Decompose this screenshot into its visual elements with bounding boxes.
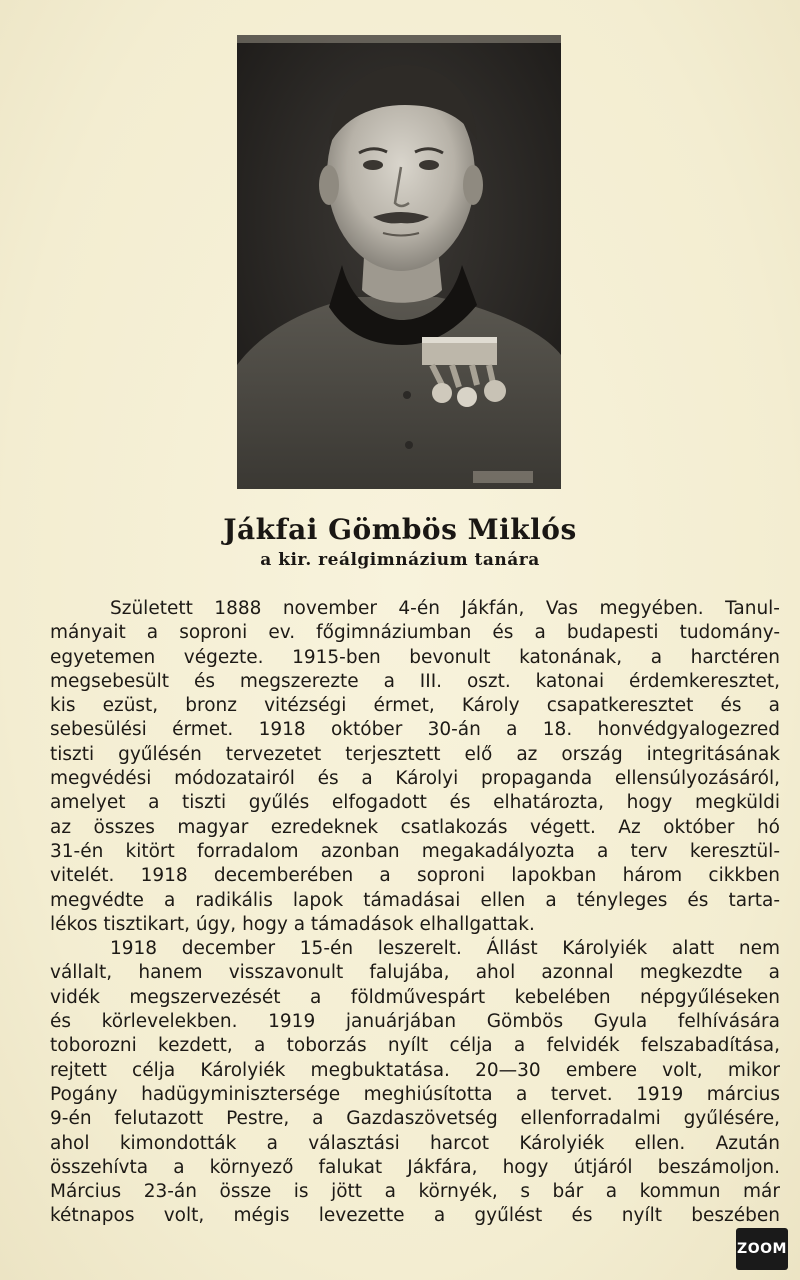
text-line: egyetemen végezte. 1915-ben bevonult katonának, a harctéren	[50, 646, 780, 668]
text-line: vidék megszervezését a földművespárt kebelében népgyűléseken	[50, 986, 780, 1008]
text-line: megvédési módozatairól és a Károlyi propaganda ellensúlyozásáról,	[50, 768, 780, 790]
person-name: Jákfai Gömbös Miklós	[223, 513, 577, 546]
zoom-logo: ZOOM	[736, 1228, 788, 1270]
text-line: kétnapos volt, mégis levezette a gyűlést és nyílt beszében	[50, 1205, 780, 1227]
text-line: sebesülési érmet. 1918 október 30-án a 18. honvédgyalogezred	[50, 719, 780, 741]
text-line: kis ezüst, bronz vitézségi érmet, Károly csapatkeresztet és a	[50, 695, 780, 717]
text-line: összehívta a környező falukat Jákfára, hogy útjáról beszámoljon.	[50, 1156, 780, 1178]
text-line: az összes magyar ezredeknek csatlakozás végett. Az október hó	[50, 816, 780, 838]
text-line: mányait a soproni ev. főgimnáziumban és a budapesti tudomány-	[50, 622, 780, 644]
text-line: amelyet a tiszti gyűlés elfogadott és elhatározta, hogy megküldi	[50, 792, 780, 814]
text-line: tiszti gyűlésén tervezetet terjesztett elő az ország integritásának	[50, 743, 780, 765]
text-line: ahol kimondották a választási harcot Károlyiék ellen. Azután	[50, 1132, 780, 1154]
text-line: toborozni kezdett, a toborzás nyílt célja a felvidék felszabadítása,	[50, 1035, 780, 1057]
text-line: vitelét. 1918 decemberében a soproni lapokban három cikkben	[50, 865, 780, 887]
text-line: vállalt, hanem visszavonult falujába, ahol azonnal megkezdte a	[50, 962, 780, 984]
portrait-photo	[237, 35, 561, 489]
person-title: a kir. reálgimnázium tanára	[260, 550, 540, 570]
text-line: rejtett célja Károlyiék megbuktatása. 20—30 embere volt, mikor	[50, 1059, 780, 1081]
text-line: Pogány hadügyminisztersége meghiúsította a tervet. 1919 március	[50, 1083, 780, 1105]
text-line: 9-én felutazott Pestre, a Gazdaszövetség ellenforradalmi gyűlésére,	[50, 1108, 780, 1130]
portrait-image	[237, 35, 561, 489]
text-line: lékos tisztikart, úgy, hogy a támadások elhallgattak.	[50, 913, 535, 935]
biography-text	[50, 597, 780, 1229]
text-line: 31-én kitört forradalom azonban megakadályozta a terv keresztül-	[50, 840, 780, 862]
text-line: 1918 december 15-én leszerelt. Állást Károlyiék alatt nem	[110, 938, 780, 960]
text-line: megsebesült és megszerezte a III. oszt. katonai érdemkeresztet,	[50, 670, 780, 692]
text-line: Március 23-án össze is jött a környék, s bár a kommun már	[50, 1181, 780, 1203]
text-line: és körlevelekben. 1919 januárjában Gömbös Gyula felhívására	[50, 1011, 780, 1033]
text-line: Született 1888 november 4-én Jákfán, Vas megyében. Tanul-	[110, 598, 780, 619]
text-line: megvédte a radikális lapok támadásai ellen a tényleges és tarta-	[50, 889, 780, 911]
